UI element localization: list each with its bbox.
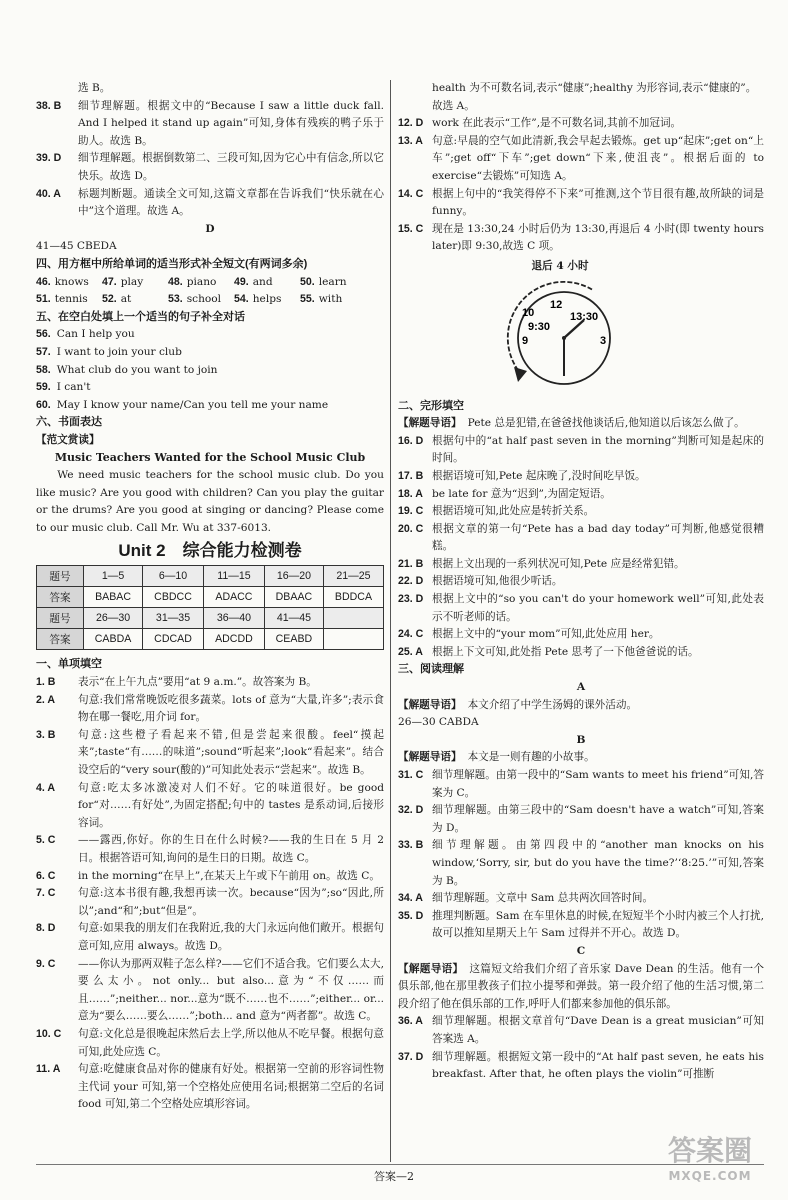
item-number: 58. [36, 363, 51, 376]
answer-sentence: Can I help you [56, 328, 135, 341]
item-explanation: 推理判断题。Sam 在车里休息的时候,在短短半个小时内被三个人打扰,故可以推知星期天上午 Sam 过得并不开心。故选 D。 [432, 909, 764, 940]
answer-item [36, 727, 384, 780]
item-number: 5. C [36, 834, 56, 847]
item-number: 24. C [398, 628, 424, 641]
clock-number-9: 9 [522, 334, 529, 347]
item-number: 23. D [398, 593, 424, 606]
table-cell: 36—40 [203, 608, 264, 629]
answer-word: and [252, 275, 273, 288]
answer-word: play [120, 275, 144, 288]
table-cell: 题号 [37, 608, 84, 629]
item-explanation: ——露西,你好。你的生日在什么时候?——我的生日在 5 月 2 日。根据答语可知,询问的是生日的日期。故选 C。 [78, 834, 384, 864]
word-answer [102, 274, 168, 292]
answer-item [398, 1049, 764, 1084]
essay-title: Music Teachers Wanted for the School Music Club [54, 451, 366, 465]
answer-word: tennis [54, 293, 88, 306]
item-explanation: 句意:我们常常晚饭吃很多蔬菜。lots of 意为“大量,许多”;表示食物在哪一餐吃,用介词 for。 [78, 693, 384, 724]
sentence-answer [36, 344, 384, 362]
item-number: 18. A [398, 487, 423, 500]
word-answer [300, 291, 366, 309]
table-cell: ADCDD [203, 629, 264, 650]
item-explanation: work 在此表示“工作”,是不可数名词,其前不加冠词。 [432, 117, 682, 130]
answer-item [36, 780, 384, 833]
section-title: 五、在空白处填上一个适当的句子补全对话 [36, 310, 245, 323]
answer-item [36, 150, 384, 185]
item-number: 10. C [36, 1027, 62, 1040]
clock-number-12: 12 [550, 298, 563, 311]
item-number: 22. D [398, 575, 424, 588]
item-number: 15. C [398, 222, 424, 235]
answer-word: piano [186, 275, 217, 288]
item-number: 39. D [36, 152, 62, 165]
table-row [37, 587, 384, 608]
item-number: 6. C [36, 869, 56, 882]
item-explanation: 句意:这些橙子看起来不错,但是尝起来很酸。feel“摸起来”;taste“有……的味道”;sound“听起来”;look“看起来”。结合设空后的“very sour(酸的)”可知此处表示“尝起来”。故选 B。 [78, 728, 384, 776]
answer-item [398, 503, 764, 521]
table-cell: CEABD [264, 629, 323, 650]
item-explanation: 细节理解题。由第一段中的“Sam wants to meet his friend”可知,答案为 C。 [432, 769, 764, 799]
word-answer [168, 291, 234, 309]
guide-text: 本文是一则有趣的小故事。 [467, 751, 595, 764]
answer-word: with [318, 293, 343, 306]
table-row [37, 566, 384, 587]
table-cell [323, 629, 383, 650]
item-explanation: 句意:如果我的朋友们在我附近,我的大门永远向他们敞开。根据句意可知,应用 always。故选 D。 [78, 922, 384, 952]
answer-item [36, 832, 384, 867]
answer-item [398, 186, 764, 221]
item-explanation: 细节理解题。由第四段中的“another man knocks on his window,‘Sorry, sir, but do you have the time?’‘8:25.’”可知,答案为 B。 [432, 839, 764, 887]
clock-center [562, 336, 566, 340]
item-number: 19. C [398, 505, 424, 518]
item-number: 48. [168, 275, 183, 288]
table-cell: ADACC [203, 587, 264, 608]
page-footer: 答案—2 [374, 1170, 414, 1183]
item-explanation: 句意:这本书很有趣,我想再读一次。because“因为”;so“因此,所以”;and“和”;but“但是”。 [78, 887, 384, 917]
passage-label: A [576, 681, 586, 694]
left-column [36, 80, 384, 1114]
continuation-text: 选 B。 [78, 82, 111, 94]
column-divider [390, 80, 391, 1162]
answer-word: learn [318, 275, 347, 288]
watermark-logo-text: 答案圈 [667, 1134, 752, 1167]
word-answer [300, 274, 366, 292]
passage-label: B [576, 733, 586, 746]
item-number: 55. [300, 293, 315, 306]
answer-item [36, 1061, 384, 1114]
clock-number-3: 3 [600, 334, 607, 347]
word-answer [36, 274, 102, 292]
essay-body: We need music teachers for the school music club. Do you like music? Are you good with children? Can you play the guitar or the drums? Are you good at singing or dancing? Please come to our music club. Call Mr. Wu at 337-6013. [36, 469, 384, 534]
guide-label: 【解题导语】 [398, 698, 462, 711]
item-number: 35. D [398, 909, 424, 922]
guide-paragraph [398, 697, 764, 715]
item-explanation: 根据语境可知,Pete 起床晚了,没时间吃早饭。 [432, 469, 646, 482]
word-answer [234, 274, 300, 292]
table-cell: 1—5 [84, 566, 143, 587]
item-number: 49. [234, 275, 249, 288]
item-explanation: 根据语境可知,此处应是转折关系。 [432, 505, 595, 518]
table-cell: DBAAC [264, 587, 323, 608]
table-cell [323, 608, 383, 629]
section-title: 一、单项填空 [36, 658, 102, 671]
table-cell: BABAC [84, 587, 143, 608]
item-number: 1. B [36, 676, 56, 689]
item-number: 53. [168, 293, 183, 306]
answer-item [398, 767, 764, 802]
guide-paragraph [398, 749, 764, 767]
item-number: 40. A [36, 187, 61, 200]
item-number: 59. [36, 381, 51, 394]
unit-title: Unit 2 综合能力检测卷 [118, 541, 302, 561]
table-cell: 26—30 [84, 608, 143, 629]
item-number: 16. D [398, 434, 424, 447]
item-number: 50. [300, 275, 315, 288]
item-explanation: 根据上句中的“我笑得停不下来”可推测,这个节目很有趣,故所缺的词是 funny。 [432, 187, 764, 218]
guide-text: Pete 总是犯错,在爸爸找他谈话后,他知道以后该怎么做了。 [467, 417, 745, 430]
item-number: 4. A [36, 781, 56, 794]
item-number: 57. [36, 345, 51, 358]
item-number: 34. A [398, 892, 423, 905]
table-cell: 11—15 [203, 566, 264, 587]
right-column [398, 80, 764, 1084]
item-number: 14. C [398, 187, 424, 200]
guide-paragraph [398, 415, 764, 433]
subsection-label: 【范文赏读】 [36, 433, 100, 446]
passage-label: C [576, 944, 586, 957]
item-explanation: 根据上文中的“your mom”可知,此处应用 her。 [432, 628, 660, 641]
answer-item [398, 890, 764, 908]
answer-word: helps [252, 293, 282, 306]
item-number: 9. C [36, 957, 56, 970]
clock-caption: 退后 4 小时 [531, 259, 589, 272]
item-number: 17. B [398, 469, 424, 482]
answer-item [398, 221, 764, 256]
answer-item [398, 1013, 764, 1048]
sentence-answer [36, 362, 384, 380]
item-explanation: 根据文章的第一句“Pete has a bad day today”可判断,他感觉很糟糕。 [432, 522, 764, 553]
word-answer-grid [36, 274, 384, 309]
item-number: 25. A [398, 645, 423, 658]
guide-label: 【解题导语】 [398, 962, 464, 975]
item-number: 51. [36, 293, 51, 306]
clock-figure [398, 258, 764, 394]
item-number: 11. A [36, 1063, 61, 1076]
table-cell: 41—45 [264, 608, 323, 629]
item-explanation: be late for 意为“迟到”,为固定短语。 [432, 487, 611, 500]
answer-sentence: What club do you want to join [56, 363, 218, 376]
item-explanation: in the morning“在早上”,在某天上午或下午前用 on。故选 C。 [78, 869, 380, 882]
table-row [37, 629, 384, 650]
table-cell: 21—25 [323, 566, 383, 587]
watermark-site: MXQE.COM [668, 1169, 752, 1183]
guide-label: 【解题导语】 [398, 751, 462, 764]
clock-time-1330: 13:30 [570, 310, 599, 323]
answer-item [398, 644, 764, 662]
answer-item [36, 98, 384, 151]
sentence-answer [36, 379, 384, 397]
item-explanation: 细节理解题。由第三段中的“Sam doesn't have a watch”可知,答案为 D。 [432, 804, 764, 834]
guide-label: 【解题导语】 [398, 417, 462, 430]
answer-item [398, 115, 764, 133]
table-cell: 6—10 [143, 566, 204, 587]
item-number: 7. C [36, 887, 56, 900]
item-number: 60. [36, 398, 51, 411]
table-cell: 答案 [37, 587, 84, 608]
passage-label: D [205, 222, 215, 235]
item-explanation: 句意:早晨的空气如此清新,我会早起去锻炼。get up“起床”;get on“上车”;get off“下车”;get down“下来,使沮丧”。根据后面的 to exercise“去锻炼”可知选 A。 [432, 134, 764, 182]
answer-item [398, 433, 764, 468]
answer-item [36, 885, 384, 920]
item-explanation: 根据上文出现的一系列状况可知,Pete 应是经常犯错。 [432, 557, 685, 570]
guide-text: 本文介绍了中学生汤姆的课外活动。 [467, 698, 638, 711]
answer-item [36, 956, 384, 1026]
table-cell: CBDCC [143, 587, 204, 608]
word-answer [234, 291, 300, 309]
item-number: 8. D [36, 922, 56, 935]
answer-item [398, 591, 764, 626]
answer-item [398, 573, 764, 591]
item-number: 46. [36, 275, 51, 288]
item-explanation: 标题判断题。通读全文可知,这篇文章都在告诉我们“快乐就在心中”这个道理。故选 A。 [78, 187, 384, 218]
item-explanation: 根据上文中的“so you can't do your homework well”可知,此处表示不听老师的话。 [432, 593, 764, 623]
answer-sentence: I can't [56, 381, 91, 394]
item-explanation: 表示“在上午九点”要用“at 9 a.m.”。故答案为 B。 [78, 676, 317, 689]
item-number: 54. [234, 293, 249, 306]
item-number: 21. B [398, 557, 424, 570]
answer-item [36, 674, 384, 692]
answer-group: 41—45 CBEDA [36, 240, 117, 253]
item-number: 2. A [36, 693, 56, 706]
item-number: 56. [36, 328, 51, 341]
answer-item [398, 556, 764, 574]
item-explanation: 句意:吃健康食品对你的健康有好处。根据第一空前的形容词性物主代词 your 可知,第一个空格处应使用名词;根据第二空后的名词 food 可知,第二个空格处应填形容词。 [78, 1063, 384, 1111]
answer-item [398, 468, 764, 486]
item-explanation: 细节理解题。根据倒数第二、三段可知,因为它心中有信念,所以它快乐。故选 D。 [78, 152, 384, 182]
word-answer [36, 291, 102, 309]
word-answer [102, 291, 168, 309]
item-number: 47. [102, 275, 117, 288]
item-number: 37. D [398, 1050, 424, 1063]
section-title: 三、阅读理解 [398, 663, 464, 676]
table-cell: CABDA [84, 629, 143, 650]
clock-time-930: 9:30 [528, 320, 551, 333]
table-row [37, 608, 384, 629]
item-explanation: 根据上下文可知,此处指 Pete 思考了一下他爸爸说的话。 [432, 645, 699, 658]
answer-item [398, 133, 764, 186]
item-explanation: 根据语境可知,他很少听话。 [432, 575, 563, 588]
section-title: 二、完形填空 [398, 399, 464, 412]
item-number: 12. D [398, 117, 424, 130]
item-explanation: 细节理解题。根据文章首句“Dave Dean is a great musician”可知答案选 A。 [432, 1015, 764, 1045]
sentence-answer [36, 326, 384, 344]
item-number: 33. B [398, 839, 424, 852]
item-number: 38. B [36, 99, 62, 112]
answer-table [36, 565, 384, 650]
table-cell: 答案 [37, 629, 84, 650]
answer-item [398, 486, 764, 504]
clock-illustration [494, 276, 644, 394]
rewind-arrowhead [514, 367, 527, 382]
item-number: 36. A [398, 1015, 423, 1028]
clock-number-10: 10 [522, 306, 535, 319]
item-number: 20. C [398, 522, 424, 535]
item-explanation: 句意:吃太多冰激凌对人们不好。它的味道很好。be good for“对……有好处”,为固定搭配;句中的 tastes 是系动词,后接形容词。 [78, 781, 384, 829]
guide-text: 这篇短文给我们介绍了音乐家 Dave Dean 的生活。他有一个俱乐部,他在那里教孩子们拉小提琴和弹鼓。第一段介绍了他的生活习惯,第二段介绍了他在俱乐部的工作,呼吁人们都来参加他的俱乐部。 [398, 962, 764, 1010]
answer-item [398, 908, 764, 943]
answer-item [36, 1026, 384, 1061]
table-cell: 16—20 [264, 566, 323, 587]
sentence-answer [36, 397, 384, 415]
item-number: 3. B [36, 728, 56, 741]
answer-word: school [186, 293, 222, 306]
answer-item [36, 186, 384, 221]
watermark-logo [640, 1134, 780, 1184]
answer-item [398, 626, 764, 644]
section-title: 六、书面表达 [36, 416, 102, 429]
continuation-text: health 为不可数名词,表示“健康”;healthy 为形容词,表示“健康的”。故选 A。 [432, 82, 757, 112]
word-answer [168, 274, 234, 292]
item-explanation: 根据句中的“at half past seven in the morning”判断可知是起床的时间。 [432, 434, 764, 465]
answer-sentence: May I know your name/Can you tell me your name [56, 398, 329, 411]
section-title: 四、用方框中所给单词的适当形式补全短文(有两词多余) [36, 257, 308, 270]
item-explanation: 句意:文化总是很晚起床然后去上学,所以他从不吃早餐。根据句意可知,此处应选 C。 [78, 1027, 384, 1058]
item-number: 31. C [398, 769, 424, 781]
item-explanation: ——你认为那两双鞋子怎么样?——它们不适合我。它们要么太大,要么太小。not only... but also...意为“不仅……而且……”;neither... nor...意为“既不……也不……”;either... or...意为“要么……要么……”;both... and 意为“两者都”。故选 C。 [78, 957, 384, 1023]
answer-item [36, 868, 384, 886]
answer-item [398, 837, 764, 890]
item-explanation: 现在是 13:30,24 小时后仍为 13:30,再退后 4 小时(即 twenty hours later)即 9:30,故选 C 项。 [432, 222, 764, 253]
answer-word: knows [54, 275, 89, 288]
answer-sentence: I want to join your club [56, 345, 182, 358]
answer-word: at [120, 293, 132, 306]
answer-item [36, 920, 384, 955]
answer-item [36, 692, 384, 727]
item-number: 32. D [398, 804, 424, 817]
item-number: 52. [102, 293, 117, 306]
answer-group: 26—30 CABDA [398, 716, 479, 729]
answer-item [398, 802, 764, 837]
table-cell: 题号 [37, 566, 84, 587]
item-explanation: 细节理解题。文章中 Sam 总共两次回答时间。 [432, 892, 654, 905]
table-cell: CDCAD [143, 629, 204, 650]
table-cell: BDDCA [323, 587, 383, 608]
item-number: 13. A [398, 134, 423, 147]
answer-item [398, 521, 764, 556]
item-explanation: 细节理解题。根据短文第一段中的“At half past seven, he eats his breakfast. After that, he often plays the violin”可推断 [432, 1050, 764, 1081]
table-cell: 31—35 [143, 608, 204, 629]
item-explanation: 细节理解题。根据文中的“Because I saw a little duck fall. And I helped it stand up again”可知,身体有残疾的鸭子乐于助人。故选 B。 [78, 99, 384, 147]
guide-paragraph [398, 961, 764, 1014]
